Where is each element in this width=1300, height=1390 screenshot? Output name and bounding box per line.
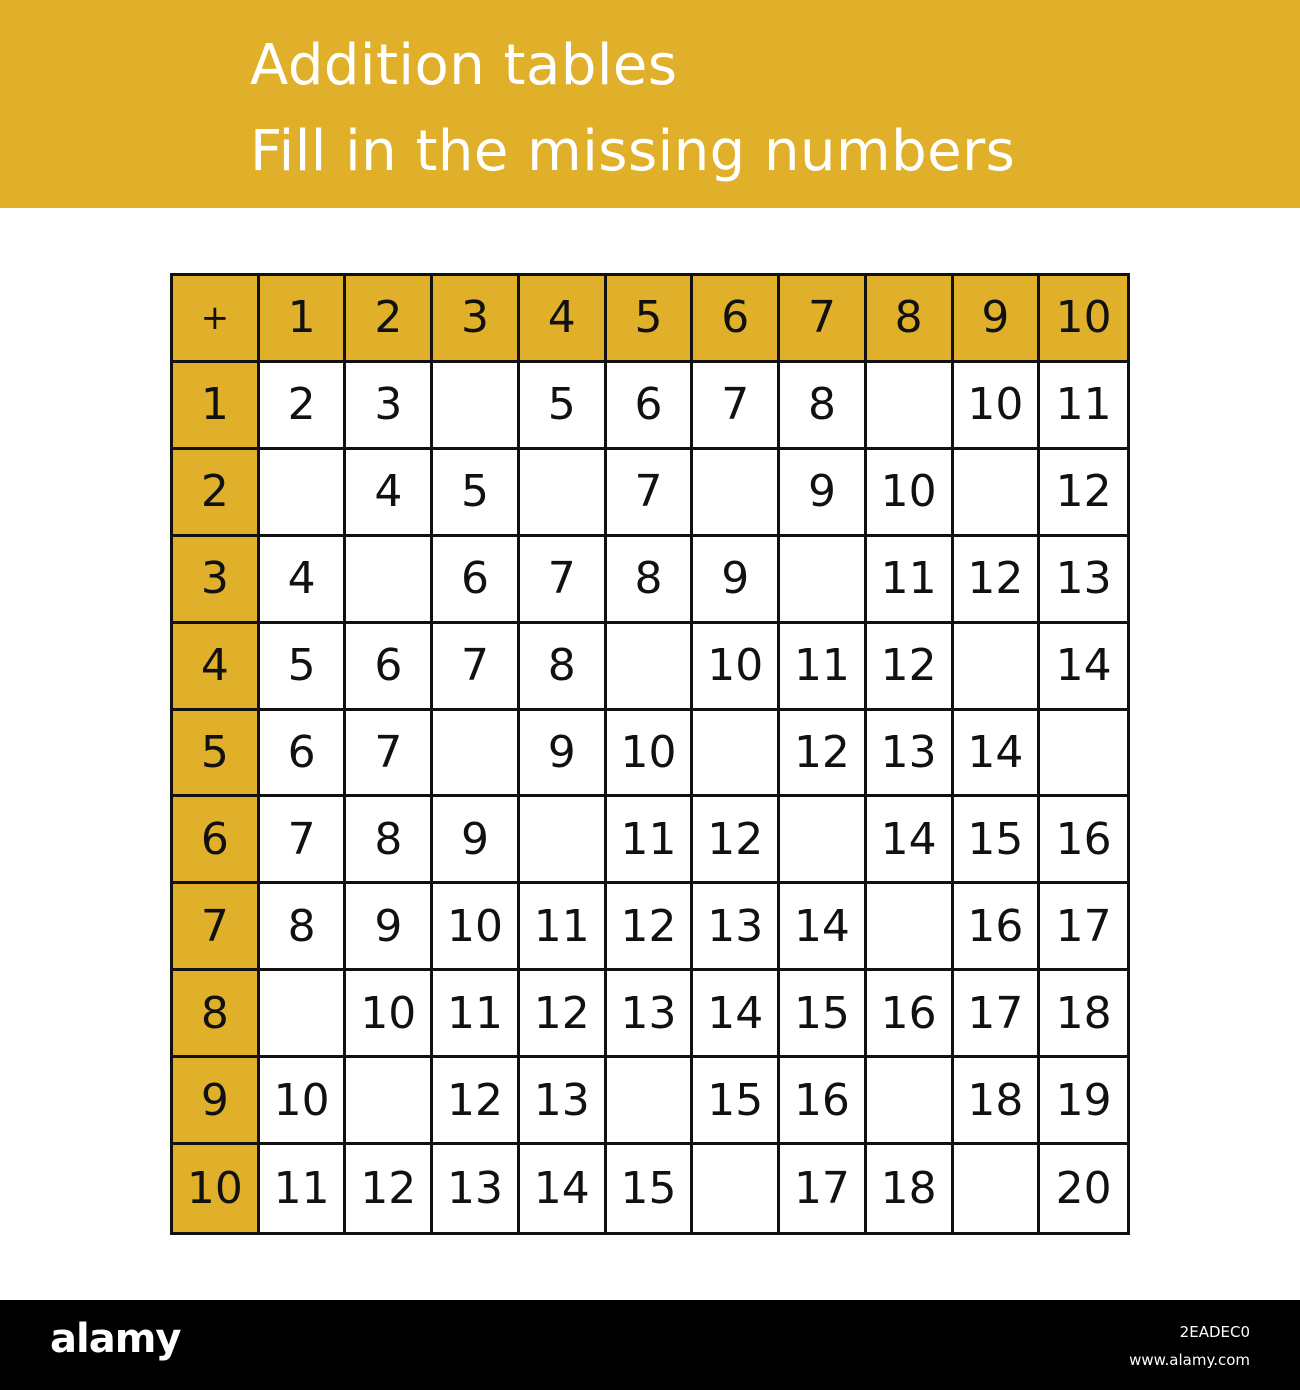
blank-answer-cell <box>780 797 867 884</box>
sum-cell: 9 <box>346 884 433 971</box>
sum-cell: 3 <box>346 363 433 450</box>
sum-cell: 7 <box>693 363 780 450</box>
addition-table <box>170 273 1130 1235</box>
sum-cell: 20 <box>1040 1145 1127 1232</box>
sum-cell: 12 <box>867 624 954 711</box>
sum-cell: 11 <box>260 1145 347 1232</box>
sum-cell: 5 <box>260 624 347 711</box>
sum-cell: 6 <box>260 711 347 798</box>
column-header: 10 <box>1040 276 1127 363</box>
worksheet-title: Addition tables <box>250 33 678 98</box>
sum-cell: 15 <box>607 1145 694 1232</box>
corner-plus-sign: + <box>173 276 260 363</box>
sum-cell: 15 <box>780 971 867 1058</box>
row-header: 4 <box>173 624 260 711</box>
sum-cell: 6 <box>433 537 520 624</box>
alamy-logo: alamy <box>50 1316 181 1362</box>
sum-cell: 10 <box>954 363 1041 450</box>
sum-cell: 8 <box>346 797 433 884</box>
sum-cell: 14 <box>520 1145 607 1232</box>
sum-cell: 13 <box>607 971 694 1058</box>
blank-answer-cell <box>954 1145 1041 1232</box>
sum-cell: 12 <box>607 884 694 971</box>
sum-cell: 9 <box>693 537 780 624</box>
sum-cell: 5 <box>520 363 607 450</box>
blank-answer-cell <box>954 624 1041 711</box>
sum-cell: 19 <box>1040 1058 1127 1145</box>
row-header: 2 <box>173 450 260 537</box>
column-header: 6 <box>693 276 780 363</box>
sum-cell: 8 <box>520 624 607 711</box>
sum-cell: 11 <box>433 971 520 1058</box>
sum-cell: 10 <box>693 624 780 711</box>
sum-cell: 12 <box>346 1145 433 1232</box>
blank-answer-cell <box>346 537 433 624</box>
blank-answer-cell <box>780 537 867 624</box>
sum-cell: 13 <box>693 884 780 971</box>
sum-cell: 17 <box>1040 884 1127 971</box>
column-header: 8 <box>867 276 954 363</box>
row-header: 3 <box>173 537 260 624</box>
sum-cell: 16 <box>867 971 954 1058</box>
sum-cell: 11 <box>780 624 867 711</box>
sum-cell: 12 <box>954 537 1041 624</box>
sum-cell: 18 <box>867 1145 954 1232</box>
footer-bar <box>0 1300 1300 1390</box>
blank-answer-cell <box>693 1145 780 1232</box>
sum-cell: 10 <box>867 450 954 537</box>
sum-cell: 11 <box>520 884 607 971</box>
sum-cell: 6 <box>346 624 433 711</box>
sum-cell: 10 <box>433 884 520 971</box>
row-header: 1 <box>173 363 260 450</box>
sum-cell: 14 <box>1040 624 1127 711</box>
sum-cell: 9 <box>780 450 867 537</box>
sum-cell: 15 <box>954 797 1041 884</box>
sum-cell: 11 <box>867 537 954 624</box>
sum-cell: 7 <box>520 537 607 624</box>
sum-cell: 13 <box>1040 537 1127 624</box>
sum-cell: 16 <box>1040 797 1127 884</box>
sum-cell: 14 <box>780 884 867 971</box>
sum-cell: 4 <box>260 537 347 624</box>
sum-cell: 14 <box>954 711 1041 798</box>
blank-answer-cell <box>693 711 780 798</box>
blank-answer-cell <box>693 450 780 537</box>
blank-answer-cell <box>1040 711 1127 798</box>
blank-answer-cell <box>520 450 607 537</box>
worksheet-instruction: Fill in the missing numbers <box>250 119 1016 184</box>
sum-cell: 17 <box>954 971 1041 1058</box>
sum-cell: 5 <box>433 450 520 537</box>
sum-cell: 7 <box>346 711 433 798</box>
sum-cell: 12 <box>433 1058 520 1145</box>
sum-cell: 4 <box>346 450 433 537</box>
sum-cell: 13 <box>433 1145 520 1232</box>
sum-cell: 17 <box>780 1145 867 1232</box>
blank-answer-cell <box>607 624 694 711</box>
blank-answer-cell <box>433 363 520 450</box>
blank-answer-cell <box>607 1058 694 1145</box>
blank-answer-cell <box>346 1058 433 1145</box>
sum-cell: 7 <box>260 797 347 884</box>
blank-answer-cell <box>520 797 607 884</box>
row-header: 10 <box>173 1145 260 1232</box>
sum-cell: 2 <box>260 363 347 450</box>
site-url: www.alamy.com <box>1129 1351 1250 1369</box>
column-header: 7 <box>780 276 867 363</box>
blank-answer-cell <box>260 971 347 1058</box>
row-header: 7 <box>173 884 260 971</box>
sum-cell: 14 <box>867 797 954 884</box>
sum-cell: 11 <box>1040 363 1127 450</box>
sum-cell: 16 <box>780 1058 867 1145</box>
sum-cell: 18 <box>1040 971 1127 1058</box>
sum-cell: 16 <box>954 884 1041 971</box>
blank-answer-cell <box>954 450 1041 537</box>
blank-answer-cell <box>867 363 954 450</box>
row-header: 8 <box>173 971 260 1058</box>
sum-cell: 15 <box>693 1058 780 1145</box>
sum-cell: 12 <box>780 711 867 798</box>
blank-answer-cell <box>867 884 954 971</box>
blank-answer-cell <box>867 1058 954 1145</box>
row-header: 5 <box>173 711 260 798</box>
sum-cell: 10 <box>607 711 694 798</box>
sum-cell: 13 <box>867 711 954 798</box>
sum-cell: 12 <box>693 797 780 884</box>
column-header: 4 <box>520 276 607 363</box>
sum-cell: 10 <box>346 971 433 1058</box>
sum-cell: 12 <box>1040 450 1127 537</box>
sum-cell: 9 <box>520 711 607 798</box>
column-header: 2 <box>346 276 433 363</box>
sum-cell: 8 <box>260 884 347 971</box>
blank-answer-cell <box>433 711 520 798</box>
sum-cell: 10 <box>260 1058 347 1145</box>
sum-cell: 6 <box>607 363 694 450</box>
sum-cell: 8 <box>607 537 694 624</box>
sum-cell: 12 <box>520 971 607 1058</box>
column-header: 9 <box>954 276 1041 363</box>
sum-cell: 18 <box>954 1058 1041 1145</box>
row-header: 9 <box>173 1058 260 1145</box>
sum-cell: 11 <box>607 797 694 884</box>
sum-cell: 8 <box>780 363 867 450</box>
header-banner <box>0 0 1300 208</box>
image-id: 2EADEC0 <box>1179 1323 1250 1341</box>
sum-cell: 7 <box>433 624 520 711</box>
sum-cell: 14 <box>693 971 780 1058</box>
sum-cell: 9 <box>433 797 520 884</box>
column-header: 1 <box>260 276 347 363</box>
blank-answer-cell <box>260 450 347 537</box>
column-header: 3 <box>433 276 520 363</box>
sum-cell: 7 <box>607 450 694 537</box>
row-header: 6 <box>173 797 260 884</box>
sum-cell: 13 <box>520 1058 607 1145</box>
column-header: 5 <box>607 276 694 363</box>
